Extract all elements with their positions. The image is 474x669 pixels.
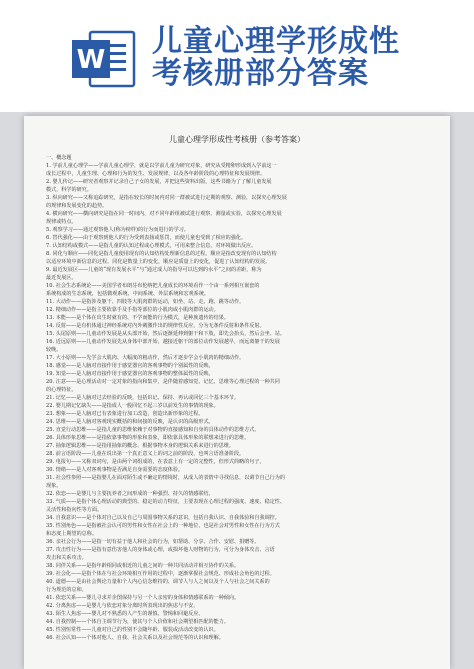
document-line: 18. 感觉——是人脑对直接作用于感觉器官的客观事物的个别属性的反映。: [46, 363, 214, 369]
document-line: 35. 性别角色——是指被社会认可的男性和女性在社会上的一种地位，也是社会对男性和女性在行为方式: [46, 523, 280, 529]
document-line: 2. 婴儿传记——研究者观察并记录自己子女的发展，并把这些资料出版，这些书籍为了了解儿童发展: [46, 179, 272, 185]
document-line: 现象。: [46, 483, 62, 489]
document-line: 11. 大动作——是指涉及躯干、四肢等大肌肉群的运动，如坐、站、走、跑、跳等动作。: [46, 299, 245, 305]
document-line: 45. 性别恒常性——儿童对自己的性别不会随年龄、服装或活动改变的认识。: [46, 627, 219, 633]
page-title: [152, 26, 462, 90]
document-line: 规律或特点。: [46, 219, 77, 225]
document-line: 40. 道德——是由社会舆论力量和个人内心信念维持的、调节人与人之间以及个人与社会之间关系的: [46, 579, 270, 585]
document-line: 39. 社会化——是指个体在与社会环境相互作用的过程中，逐渐掌握社会规范、形成社会角色的过程。: [46, 571, 275, 577]
document-line: 24. 思维——是人脑对客观现实概括的和间接的反映，是认识的高级形式。: [46, 419, 214, 425]
document-line: 模式，科学的研究。: [46, 187, 92, 193]
document-line: 攻击和关系攻击。: [46, 555, 87, 561]
document-line: 27. 抽象逻辑思维——是指用抽象的概念、根据事物本身的逻辑关系来进行的思维。: [46, 443, 235, 449]
document-line: 21. 记忆——是人脑对过去经验的反映，包括识记、保持、再认或回忆三个基本环节。: [46, 395, 240, 401]
document-line: 13. 本能——是个体在出生时就有的、不学而能的行为模式，是种族遗传的结果。: [46, 315, 229, 321]
document-line: 20. 注意——是心理活动对一定对象的指向和集中，是伴随着感知觉、记忆、思维等心理过程的一种共同: [46, 379, 280, 385]
document-line: 34. 自我意识——是个体对自己以及自己与周围事物关系的意识，包括自我认识、自我体验和自我调控。: [46, 515, 280, 521]
document-line: 一、概念题: [46, 155, 72, 161]
title-line-2: 考核册部分答案: [152, 56, 369, 91]
document-line: 5. 观察学习——通过观察他人(称为榜样)的行为而进行的学习。: [46, 227, 189, 233]
document-line: 29. 电报句——又称双词句，是由两个词组成的，在表意上有一定的完整性，但形式简略的句子。: [46, 459, 265, 465]
document-line: 44. 自我控制——个体自主调节行为，使其与个人价值和社会期望相匹配的能力。: [46, 619, 229, 625]
document-line: 以适应环境中新信息的过程。同化是数量上的变化，顺应是质量上的变化，促进了认知结构的发展。: [46, 259, 271, 265]
document-line: 10. 社会生态系统论——美国学者布朗芬布伦纳把儿童成长的环境看作一个由一系列相互嵌套的: [46, 283, 260, 289]
document-line: 25. 直觉行动思维——是指儿童的思维依赖于对事物的直接感知和自身的具体动作的思维方式。: [46, 427, 260, 433]
document-line: 和态度上期望的总称。: [46, 531, 97, 537]
document-line: 36. 亲社会行为——是指一切有益于他人和社会的行为，如帮助、分享、合作、安慰、捐赠等。: [46, 539, 260, 545]
document-line: 31. 社会性参照——是指婴儿在面对陌生或不确定的情境时，从成人的表情中寻找信息，以调节自己行为的: [46, 475, 285, 481]
document-line: 33. 气质——是指个体心理活动的典型的、稳定的动力特征，主要表现在心理过程的强度、速度、稳定性、: [46, 499, 285, 505]
document-line: 28. 前言语阶段——儿童在说出第一个真正意义上的词之前的阶段，也叫言语准备阶段。: [46, 451, 245, 457]
document-line: 3. 纵向研究——又称追踪研究，是指在较长的时间内对同一群被试进行定期的观察、测验，以探究心理发展: [46, 195, 287, 201]
title-line-1: 儿童心理学形成性: [152, 24, 400, 59]
document-line: 32. 依恋——是婴儿与主要抚养者之间形成的一种强烈、持久的情感联结。: [46, 491, 214, 497]
document-line: 16. 近远原则——儿童动作发展先从身体中部开始，越接近躯干的部位动作发展越早，而远离躯干的发展: [46, 339, 280, 345]
document-line: 30. 情绪——是人对客观事物是否满足自身需要的态度体验。: [46, 467, 184, 473]
document-line: 17. 大小原则——先学会大肌肉、大幅度的粗动作，然后才逐步学会小肌肉的精细动作。: [46, 355, 245, 361]
document-line: 成长过程中，儿童生理、心理和行为的发生、发展规律，以及各年龄阶段的心理特征和发展规律。: [46, 171, 266, 177]
document-line: 的心理特征。: [46, 387, 77, 393]
document-line: 43. 陌生人焦虑——婴儿对不熟悉的人产生的谨慎、警惕和回避反应。: [46, 611, 204, 617]
word-icon-letter: W: [76, 45, 106, 75]
document-line: 4. 横向研究——横向研究是指在同一时间内，对不同年龄组被试进行观察、测量或实验，以探究心理发展: [46, 211, 282, 217]
document-line: 41. 依恋关系——婴儿寻求并企图保持与另一个人亲密的身体和情感联系的一种倾向。: [46, 595, 240, 601]
document-line: 22. 婴儿期记忆缺失——是指成人一般回忆不起三岁以前发生的事情的现象。: [46, 403, 219, 409]
document-line: 行为规范的总和。: [46, 587, 87, 593]
document-line: 9. 最近发展区——儿童的“现有发展水平”与“通过成人的指导可以达到的水平”之间的差距，称为: [46, 267, 262, 273]
document-line: 15. 头尾原则——儿童动作发展是从头部开始，然后逐渐延伸到躯干和下肢，即先会抬头，然后会坐、站。: [46, 331, 285, 337]
word-icon: [70, 30, 136, 88]
document-line: 14. 反射——是有机体通过神经系统对内外刺激作出的规律性反应，分为无条件反射和条件反射。: [46, 323, 265, 329]
document-page: [24, 116, 450, 669]
document-line: 12. 精细动作——是指主要依靠手及手指等部位的小肌肉或小肌肉群的运动。: [46, 307, 219, 313]
document-line: 38. 同伴关系——是指年龄相同或相近的儿童之间的一种共同活动并相互协作的关系。: [46, 563, 240, 569]
document-line: 较晚。: [46, 347, 62, 353]
header-banner: [0, 0, 474, 112]
document-title: 儿童心理学形成性考核册（参考答案）: [169, 135, 305, 144]
document-body: [46, 154, 430, 642]
document-line: 23. 想象——是人脑对已有表象进行加工改造，创造出新形象的过程。: [46, 411, 204, 417]
document-line: 的规律和发展变化的趋势。: [46, 203, 108, 209]
document-line: 系统构成的生态系统，包括微观系统、中间系统、外层系统和宏观系统。: [46, 291, 210, 297]
document-line: 19. 知觉——是人脑对直接作用于感觉器官的客观事物的整体属性的反映。: [46, 371, 214, 377]
document-line: 1. 学前儿童心理学——学前儿童心理学，就是以学前儿童为研究对象，研究从受精卵形成到入学前这一: [46, 163, 277, 169]
document-line: 7. 认知结构或模式——是指儿童的认知过程或心理模式，可用来整合信息，对环境做出反应。: [46, 243, 257, 249]
document-line: 8. 同化与顺应——同化是指儿童使用现有的认知结构处理新信息的过程。顺应是指改变现有的认知结构: [46, 251, 277, 257]
document-line: 灵活性和指向性等方面。: [46, 507, 103, 513]
document-line: 42. 分离焦虑——是婴儿与依恋对象分离时所表现出的焦虑与不安。: [46, 603, 199, 609]
document-line: 37. 攻击性行为——是指有意伤害他人的身体或心理，或损坏他人财物的行为，可分为身体攻击、言语: [46, 547, 275, 553]
document-line: 6. 替代强化——由于观察到他人的行为受到表扬或惩罚，而使儿童也受到了相应的强化。: [46, 235, 247, 241]
document-line: 46. 社会认知——个体对他人、自我、社会关系以及社会规范等的认识和理解。: [46, 635, 224, 641]
document-line: 最近发展区。: [46, 275, 77, 281]
document-line: 26. 具体形象思维——是指依靠事物的形象和表象，即依靠具体形象的联想来进行的思维。: [46, 435, 250, 441]
